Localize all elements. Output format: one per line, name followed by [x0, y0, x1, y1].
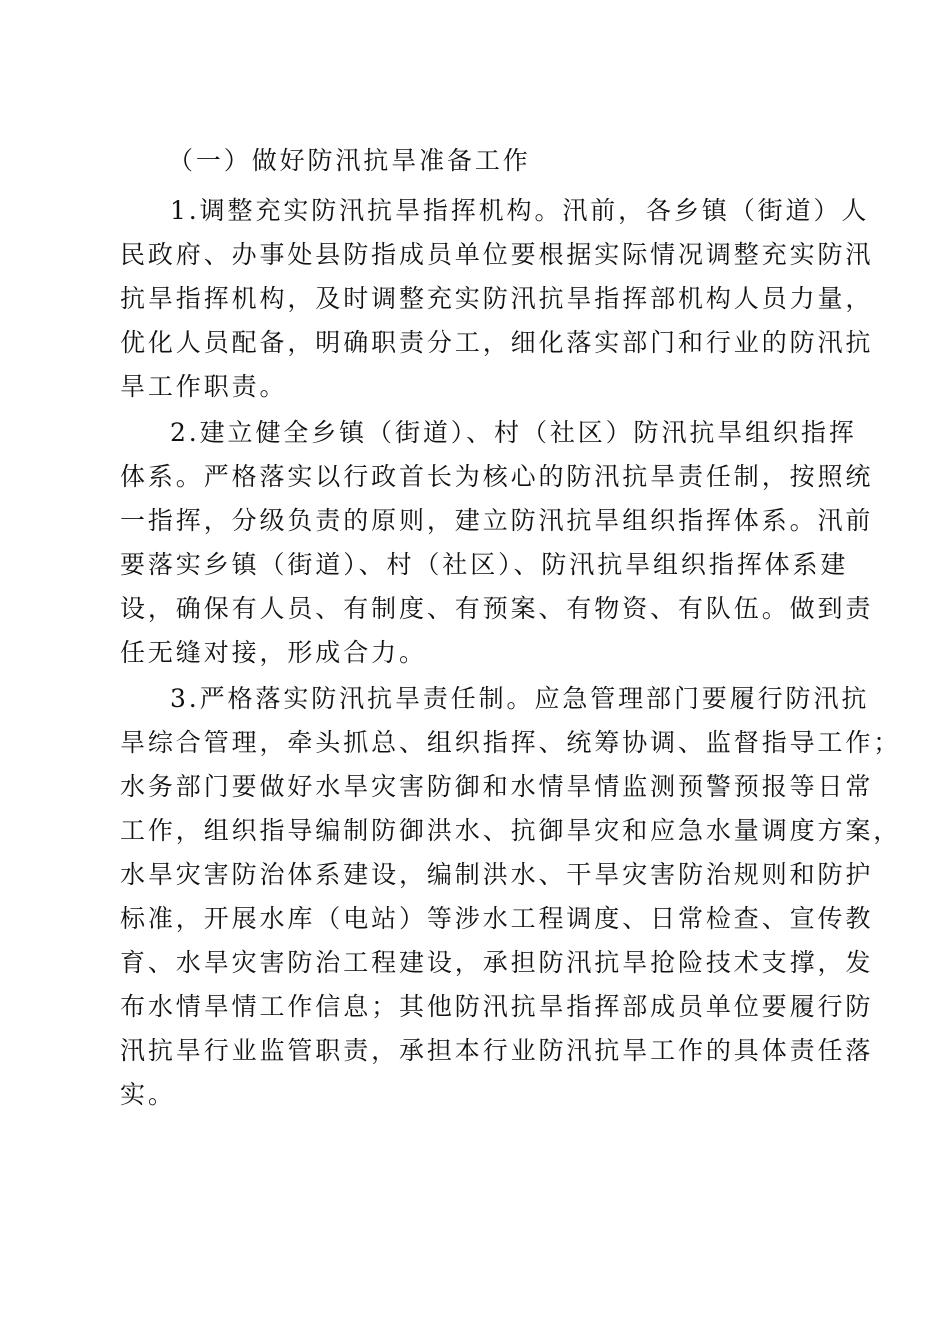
- paragraph-2-line-6: 任无缝对接，形成合力。: [120, 638, 427, 667]
- paragraph-3-line-2: 旱综合管理，牵头抓总、组织指挥、统筹协调、监督指导工作；: [120, 728, 902, 757]
- paragraph-1-line-5: 旱工作职责。: [120, 372, 288, 401]
- paragraph-1-line-3: 抗旱指挥机构，及时调整充实防汛抗旱指挥部机构人员力量，: [120, 284, 874, 313]
- paragraph-3-line-5: 水旱灾害防治体系建设，编制洪水、干旱灾害防治规则和防护: [120, 860, 874, 889]
- paragraph-1-line-4: 优化人员配备，明确职责分工，细化落实部门和行业的防汛抗: [120, 328, 874, 357]
- paragraph-2-line-4: 要落实乡镇（街道）、村（社区）、防汛抗旱组织指挥体系建: [120, 550, 849, 579]
- paragraph-2-line-5: 设，确保有人员、有制度、有预案、有物资、有队伍。做到责: [120, 594, 874, 623]
- paragraph-2-line-1: 2.建立健全乡镇（街道）、村（社区）防汛抗旱组织指挥: [170, 418, 857, 447]
- paragraph-2-line-3: 一指挥，分级负责的原则，建立防汛抗旱组织指挥体系。汛前: [120, 506, 874, 535]
- paragraph-3-line-9: 汛抗旱行业监管职责，承担本行业防汛抗旱工作的具体责任落: [120, 1036, 874, 1065]
- paragraph-3-line-10: 实。: [120, 1080, 176, 1109]
- paragraph-3-line-8: 布水情旱情工作信息；其他防汛抗旱指挥部成员单位要履行防: [120, 992, 874, 1021]
- paragraph-3-line-6: 标准，开展水库（电站）等涉水工程调度、日常检查、宣传教: [120, 904, 874, 933]
- paragraph-2-line-2: 体系。严格落实以行政首长为核心的防汛抗旱责任制，按照统: [120, 462, 874, 491]
- paragraph-1-line-2: 民政府、办事处县防指成员单位要根据实际情况调整充实防汛: [120, 240, 874, 269]
- paragraph-3-line-7: 育、水旱灾害防治工程建设，承担防汛抗旱抢险技术支撑，发: [120, 948, 874, 977]
- paragraph-3-line-1: 3.严格落实防汛抗旱责任制。应急管理部门要履行防汛抗: [170, 684, 870, 713]
- paragraph-1-line-1: 1.调整充实防汛抗旱指挥机构。汛前，各乡镇（街道）人: [170, 196, 870, 225]
- section-heading: （一）做好防汛抗旱准备工作: [168, 146, 531, 175]
- paragraph-3-line-3: 水务部门要做好水旱灾害防御和水情旱情监测预警预报等日常: [120, 772, 874, 801]
- paragraph-3-line-4: 工作，组织指导编制防御洪水、抗御旱灾和应急水量调度方案，: [120, 816, 902, 845]
